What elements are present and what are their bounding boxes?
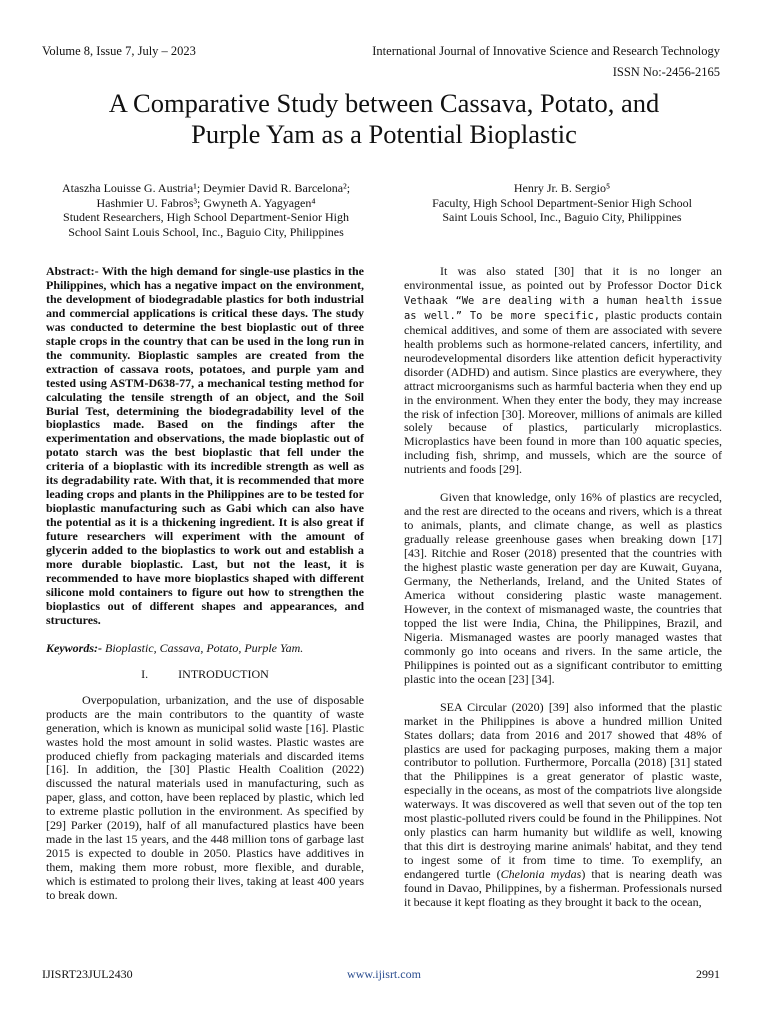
section-title: INTRODUCTION [178,666,269,681]
page-number: 2991 [696,967,720,981]
right-column [404,265,722,924]
volume-issue: Volume 8, Issue 7, July – 2023 [42,44,196,58]
p1-quote: Dick Vethaak “We are dealing with a human health issue as well.” To be more specific, [404,279,722,322]
issn: ISSN No:-2456-2165 [612,65,720,79]
authors-right [398,181,726,225]
section-heading [46,668,364,682]
title-line-2: Purple Yam as a Potential Bioplastic [191,119,577,149]
section-number: I. [141,666,149,681]
p3-text-a: SEA Circular (2020) [39] also informed that the plastic market in the Philippines is above a hundred million United States dollars; data from 2016 and 2017 showed that 48% of plastics are used for packaging purposes, making them a major contributor to pollution. Furthermore, Porcalla (2018) [31] stated that the Philippines is a great generator of plastic waste, especially in the oceans, as most of the compatriots live alongside waterways. It was discovered as well that seven out of the top ten most plastic-polluted rivers could be found in the Philippines. Not only plastics can harm humanity but wildlife as well, knowing that this dirt is destroying marine animals' habitat, and they tend to ingest some of it from time to time. To exemplify, an endangered turtle ( [404,699,722,882]
intro-paragraph: Overpopulation, urbanization, and the use of disposable products are the main contributors to the quantity of waste generation, which is known as municipal solid waste [16]. Plastic wastes hold the most amount in solid wastes. Plastic wastes are produced chiefly from packaging materials and discarded items [16]. In addition, the [30] Plastic Health Coalition (2022) discussed the natural materials used in manufacturing, such as paper, glass, and cotton, have been replaced by plastic, which led to extreme plastic pollution in the environment. As specified by [29] Parker (2019), half of all manufactured plastics have been made in the last 15 years, and the 448 million tons of garbage last 2015 is expected to double in 2050. Plastics have additives in them, making them more robust, more flexible, and durable, which is estimated to prolong their lives, taking at least 400 years to break down. [46,692,364,903]
author-affiliation-1: Student Researchers, High School Department-Senior High [63,210,349,225]
title-line-1: A Comparative Study between Cassava, Potato, and [108,88,660,118]
keywords [46,642,364,656]
right-paragraph-2: Given that knowledge, only 16% of plastics are recycled, and the rest are directed to the oceans and rivers, which is a threat to animals, plants, and climate change, as well as plastics gradually release greenhouse gases when breaking down [17] [43]. Ritchie and Roser (2018) presented that the countries with the highest plastic waste generation per day are Kuwait, Guyana, Germany, the Netherlands, Ireland, and the United States of America without considering plastic waste management. However, in the context of mismanaged waste, the countries that topped the list were India, China, the Philippines, Brazil, and Nigeria. Mismanaged wastes are poorly managed wastes that commonly go into oceans and rivers. In the same article, the Philippines is pointed out as a significant contributor to emitting plastic into the ocean [23] [34]. [404,490,722,686]
p1-text-b: plastic products contain chemical additives, and some of them are associated with severe health problems such as hormone-related cancers, infertility, and neurodevelopmental disorders like attention deficit hyperactivity disorder (ADHD) and autism. Since plastics are everywhere, they attract microorganisms such as harmful bacteria when they end up in the environment. When they enter the body, they may increase the risk of infection [30]. Moreover, millions of animals are killed solely because of plastics, particularly microplastics. Microplastics have been found in more than 100 aquatic species, including fish, shrimp, and mussels, which are the source of nutrients and foods [29]. [404,307,723,477]
p3-text-b: ) that is nearing death was found in Davao, Philippines, by a fisherman. Professionals nursed it because it kept floating as they brought it back to the ocean, [404,867,722,909]
author-names-2: Hashmier U. Fabros³; Gwyneth A. Yagyagen⁴ [96,195,316,210]
p1-text-a: It was also stated [30] that it is no longer an environmental issue, as pointed out by Professor Doctor [404,264,722,292]
abstract: Abstract:- With the high demand for single-use plastics in the Philippines, which has a negative impact on the environment, the development of biodegradable plastics for both industrial and commercial applications is critical these days. The study was conducted to determine the best bioplastic out of three staple crops in the country that can be used in the long run in the community. Bioplastic samples are created from the extraction of cassava roots, potatoes, and purple yam and tested using ASTM-D638-77, a mechanical testing method for calculating the tensile strength of an object, and the Soil Burial Test, determining the biodegradability level of the bioplastics made. Based on the findings after the experimentation and observations, the made bioplastic out of potato starch was the best bioplastic that fell under the criteria of a bioplastic with its incredible strength as well as its degradability rate. With that, it is recommended that more leading crops and plants in the Philippines are to be tested for bioplastic manufacturing such as Gabi which can also have the potential as it is a thickening ingredient. It is also great if future researchers will experiment with the amount of glycerin added to the bioplastics to work out and establish a more durable bioplastic. Last, but not the least, it is recommended to have more bioplastics shaped with different silicone mold containers to figure out how to strengthen the bioplastics out of different shapes and appearances, and structures. [46,264,364,627]
faculty-affiliation-2: Saint Louis School, Inc., Baguio City, Philippines [442,210,682,225]
keywords-text: Bioplastic, Cassava, Potato, Purple Yam. [102,640,304,655]
authors-left [42,181,370,239]
author-names-1: Ataszha Louisse G. Austria¹; Deymier David R. Barcelona²; [61,181,351,195]
faculty-affiliation-1: Faculty, High School Department-Senior High School [432,195,692,210]
keywords-label: Keywords:- [46,640,102,655]
faculty-name: Henry Jr. B. Sergio⁵ [513,181,611,195]
left-column [46,265,364,917]
author-affiliation-2: School Saint Louis School, Inc., Baguio City, Philippines [68,224,344,239]
right-paragraph-1 [404,265,722,477]
right-paragraph-3 [404,701,722,910]
p3-species: Chelonia mydas [500,867,582,882]
journal-url[interactable]: www.ijisrt.com [347,967,421,981]
paper-id: IJISRT23JUL2430 [42,967,133,981]
journal-name: International Journal of Innovative Science and Research Technology [372,44,720,58]
paper-title [40,88,728,150]
